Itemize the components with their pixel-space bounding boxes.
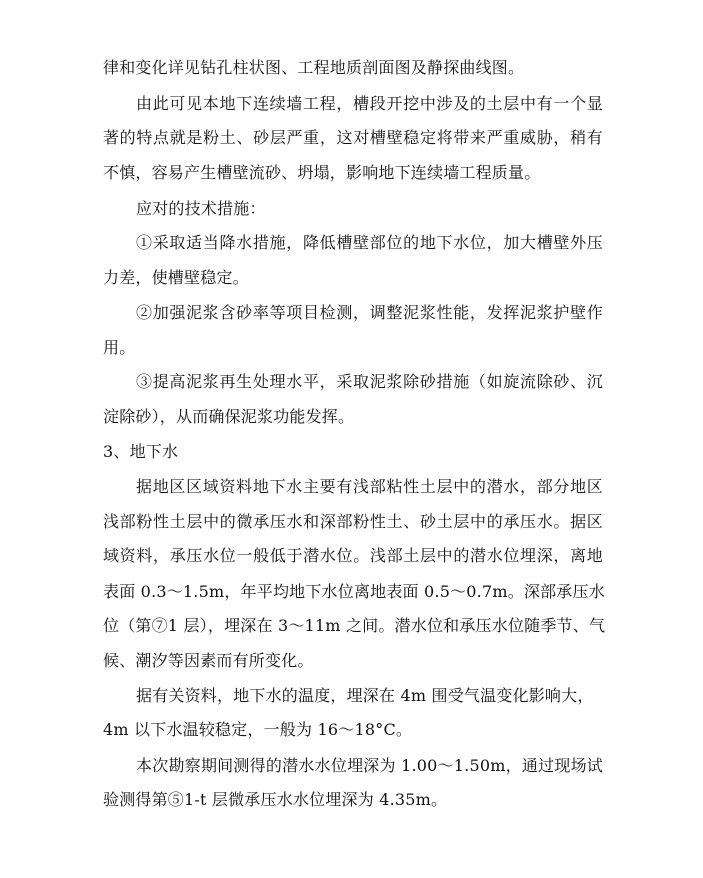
text-line: 淀除砂），从而确保泥浆功能发挥。 <box>103 407 355 426</box>
text-line: 浅部粉性土层中的微承压水和深部粉性土、砂土层中的承压水。据区 <box>103 512 603 531</box>
text-line: ③提高泥浆再生处理水平，采取泥浆除砂措施（如旋流除砂、沉 <box>136 372 603 391</box>
text-line: 由此可见本地下连续墙工程，槽段开挖中涉及的土层中有一个显 <box>136 94 603 113</box>
text-line: 位（第⑦1 层），埋深在 3～11m 之间。潜水位和承压水位随季节、气 <box>103 616 606 635</box>
text-line: 验测得第⑤1-t 层微承压水水位埋深为 4.35m。 <box>103 790 448 809</box>
text-line: 律和变化详见钻孔柱状图、工程地质剖面图及静探曲线图。 <box>103 58 525 77</box>
text-line: 域资料，承压水位一般低于潜水位。浅部土层中的潜水位埋深，离地 <box>103 546 603 565</box>
text-line: ①采取适当降水措施，降低槽壁部位的地下水位，加大槽壁外压 <box>136 233 603 252</box>
text-line: 4m 以下水温较稳定，一般为 16～18°C。 <box>103 720 413 739</box>
text-line: 据有关资料，地下水的温度，埋深在 4m 围受气温变化影响大， <box>136 686 594 705</box>
text-line: 据地区区域资料地下水主要有浅部粘性土层中的潜水，部分地区 <box>136 477 603 496</box>
text-line: 著的特点就是粉土、砂层严重，这对槽壁稳定将带来严重威胁，稍有 <box>103 128 603 147</box>
text-line: 表面 0.3～1.5m，年平均地下水位离地表面 0.5～0.7m。深部承压水 <box>103 582 605 601</box>
text-line: 力差，使槽壁稳定。 <box>103 268 249 287</box>
text-line: 用。 <box>103 338 136 357</box>
section-heading: 3、地下水 <box>103 442 179 461</box>
text-line: 候、潮汐等因素而有所变化。 <box>103 651 314 670</box>
text-line: 本次勘察期间测得的潜水水位埋深为 1.00～1.50m，通过现场试 <box>136 756 603 775</box>
text-line: 不慎，容易产生槽壁流砂、坍塌，影响地下连续墙工程质量。 <box>103 163 541 182</box>
text-line: 应对的技术措施： <box>136 199 266 218</box>
text-line: ②加强泥浆含砂率等项目检测，调整泥浆性能，发挥泥浆护壁作 <box>136 303 603 322</box>
